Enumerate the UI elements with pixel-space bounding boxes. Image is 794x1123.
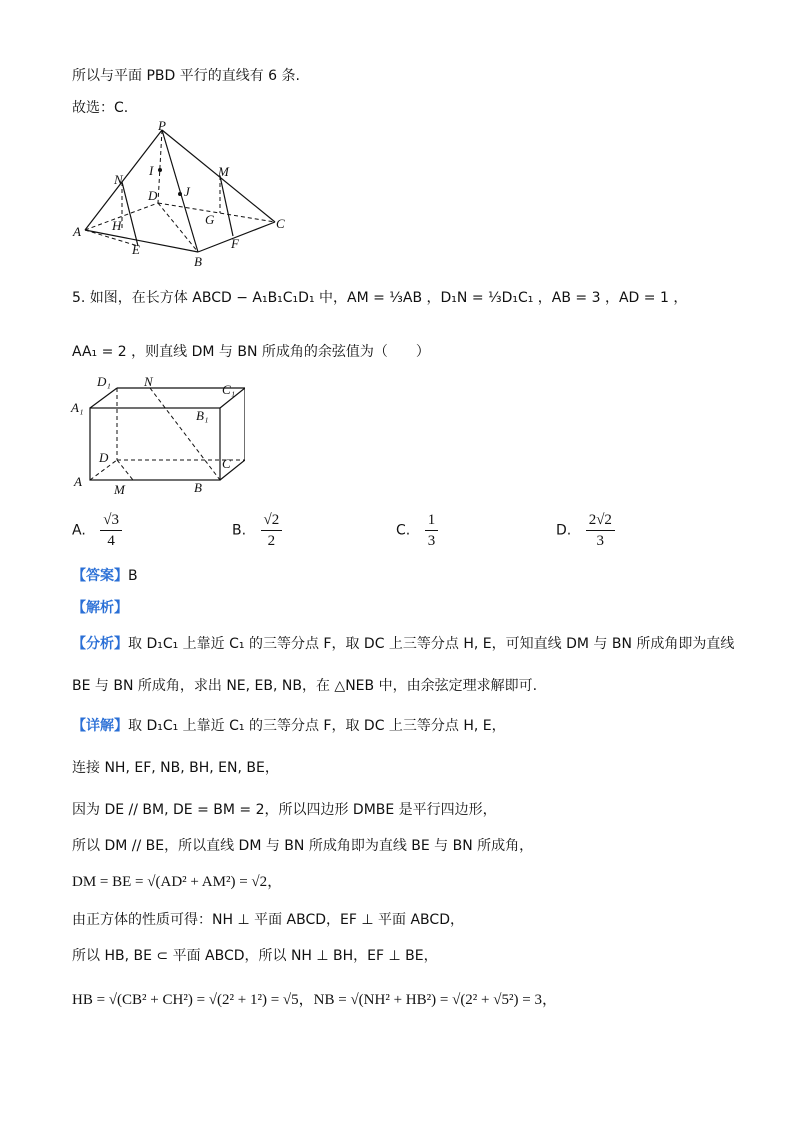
xiangjie-line-1 — [72, 716, 506, 736]
fig1-label-D: D — [148, 188, 158, 203]
fig1-label-I: I — [149, 163, 154, 178]
option-a-label: A. — [72, 522, 86, 539]
option-a[interactable] — [72, 510, 122, 551]
fig2-label-B1: B₁ — [196, 408, 209, 423]
option-b-label: B. — [232, 522, 247, 539]
analysis-tag: 【解析】 — [72, 600, 128, 616]
fig2-label-C1: C₁ — [222, 382, 236, 397]
fig1-label-G: G — [205, 212, 215, 227]
option-b-fraction: $\frac{√2}{2}$ — [261, 510, 283, 551]
fig2-label-C: C — [222, 456, 231, 471]
xiangjie-tag: 【详解】 — [72, 718, 128, 734]
fig2-label-D1: D₁ — [97, 374, 111, 389]
conclusion-line: 所以与平面 PBD 平行的直线有 6 条. — [72, 68, 300, 84]
fig1-label-A: A — [73, 224, 81, 239]
analysis-heading — [72, 598, 128, 618]
option-c-label: C. — [396, 522, 411, 539]
answer-choice-line: 故选：C. — [72, 100, 129, 116]
fig2-label-N: N — [144, 374, 153, 389]
fig2-label-A1: A₁ — [71, 400, 84, 415]
pyramid-figure — [70, 118, 300, 270]
fig1-label-N: N — [114, 172, 123, 187]
question-5-cont: AA₁ = 2 ，则直线 DM 与 BN 所成角的余弦值为（ ） — [72, 344, 430, 360]
fenxi-line-1 — [72, 634, 734, 654]
answer-tag: 【答案】 — [72, 568, 128, 584]
fig2-label-D: D — [99, 450, 109, 465]
answer-value: B — [128, 568, 138, 584]
option-c[interactable] — [396, 510, 438, 551]
xiangjie-line-6: 由正方体的性质可得：NH ⊥ 平面 ABCD，EF ⊥ 平面 ABCD， — [72, 912, 464, 928]
answer-line — [72, 566, 138, 586]
fenxi-tag: 【分析】 — [72, 636, 128, 652]
xiangjie-line-4: 所以 DM // BE，所以直线 DM 与 BN 所成角即为直线 BE 与 BN 所成角， — [72, 838, 534, 854]
xiangjie-line-2: 连接 NH, EF, NB, BH, EN, BE， — [72, 760, 279, 776]
fig1-label-H: H — [112, 218, 122, 233]
fig2-label-A: A — [74, 474, 82, 489]
xiangjie-line-5: DM = BE = √(AD² + AM²) = √2， — [72, 874, 283, 890]
fenxi-line-2: BE 与 BN 所成角，求出 NE, EB, NB，在 △NEB 中，由余弦定理求解即可. — [72, 678, 538, 694]
xiangjie-text-1: 取 D₁C₁ 上靠近 C₁ 的三等分点 F，取 DC 上三等分点 H, E， — [128, 718, 506, 734]
fig1-label-M: M — [218, 164, 229, 179]
fig2-label-B: B — [194, 480, 202, 495]
option-d-label: D. — [556, 522, 572, 539]
option-b[interactable] — [232, 510, 282, 551]
option-d-fraction: $\frac{2√2}{3}$ — [586, 510, 615, 551]
fig1-label-F: F — [231, 236, 239, 251]
fig1-label-C: C — [276, 216, 285, 231]
fig1-label-J: J — [184, 184, 190, 199]
fig1-label-E: E — [132, 242, 140, 257]
xiangjie-line-3: 因为 DE // BM, DE = BM = 2，所以四边形 DMBE 是平行四边形， — [72, 802, 497, 818]
cuboid-figure — [70, 372, 245, 496]
fig1-label-B: B — [194, 254, 202, 269]
fig1-label-P: P — [158, 118, 166, 133]
option-c-fraction: $\frac{1}{3}$ — [425, 510, 439, 551]
option-a-fraction: $\frac{√3}{4}$ — [100, 510, 122, 551]
xiangjie-line-8: HB = √(CB² + CH²) = √(2² + 1²) = √5，NB = √(NH² + HB²) = √(2² + √5²) = 3， — [72, 992, 557, 1008]
question-5: 5. 如图，在长方体 ABCD − A₁B₁C₁D₁ 中，AM = ⅓AB ，D₁N = ⅓D₁C₁ ，AB = 3 ，AD = 1 ， — [72, 290, 688, 306]
fenxi-text-1: 取 D₁C₁ 上靠近 C₁ 的三等分点 F，取 DC 上三等分点 H, E，可知直线 DM 与 BN 所成角即为直线 — [128, 636, 735, 652]
fig2-label-M: M — [114, 482, 125, 496]
xiangjie-line-7: 所以 HB, BE ⊂ 平面 ABCD，所以 NH ⊥ BH，EF ⊥ BE， — [72, 948, 438, 964]
option-d[interactable] — [556, 510, 615, 551]
